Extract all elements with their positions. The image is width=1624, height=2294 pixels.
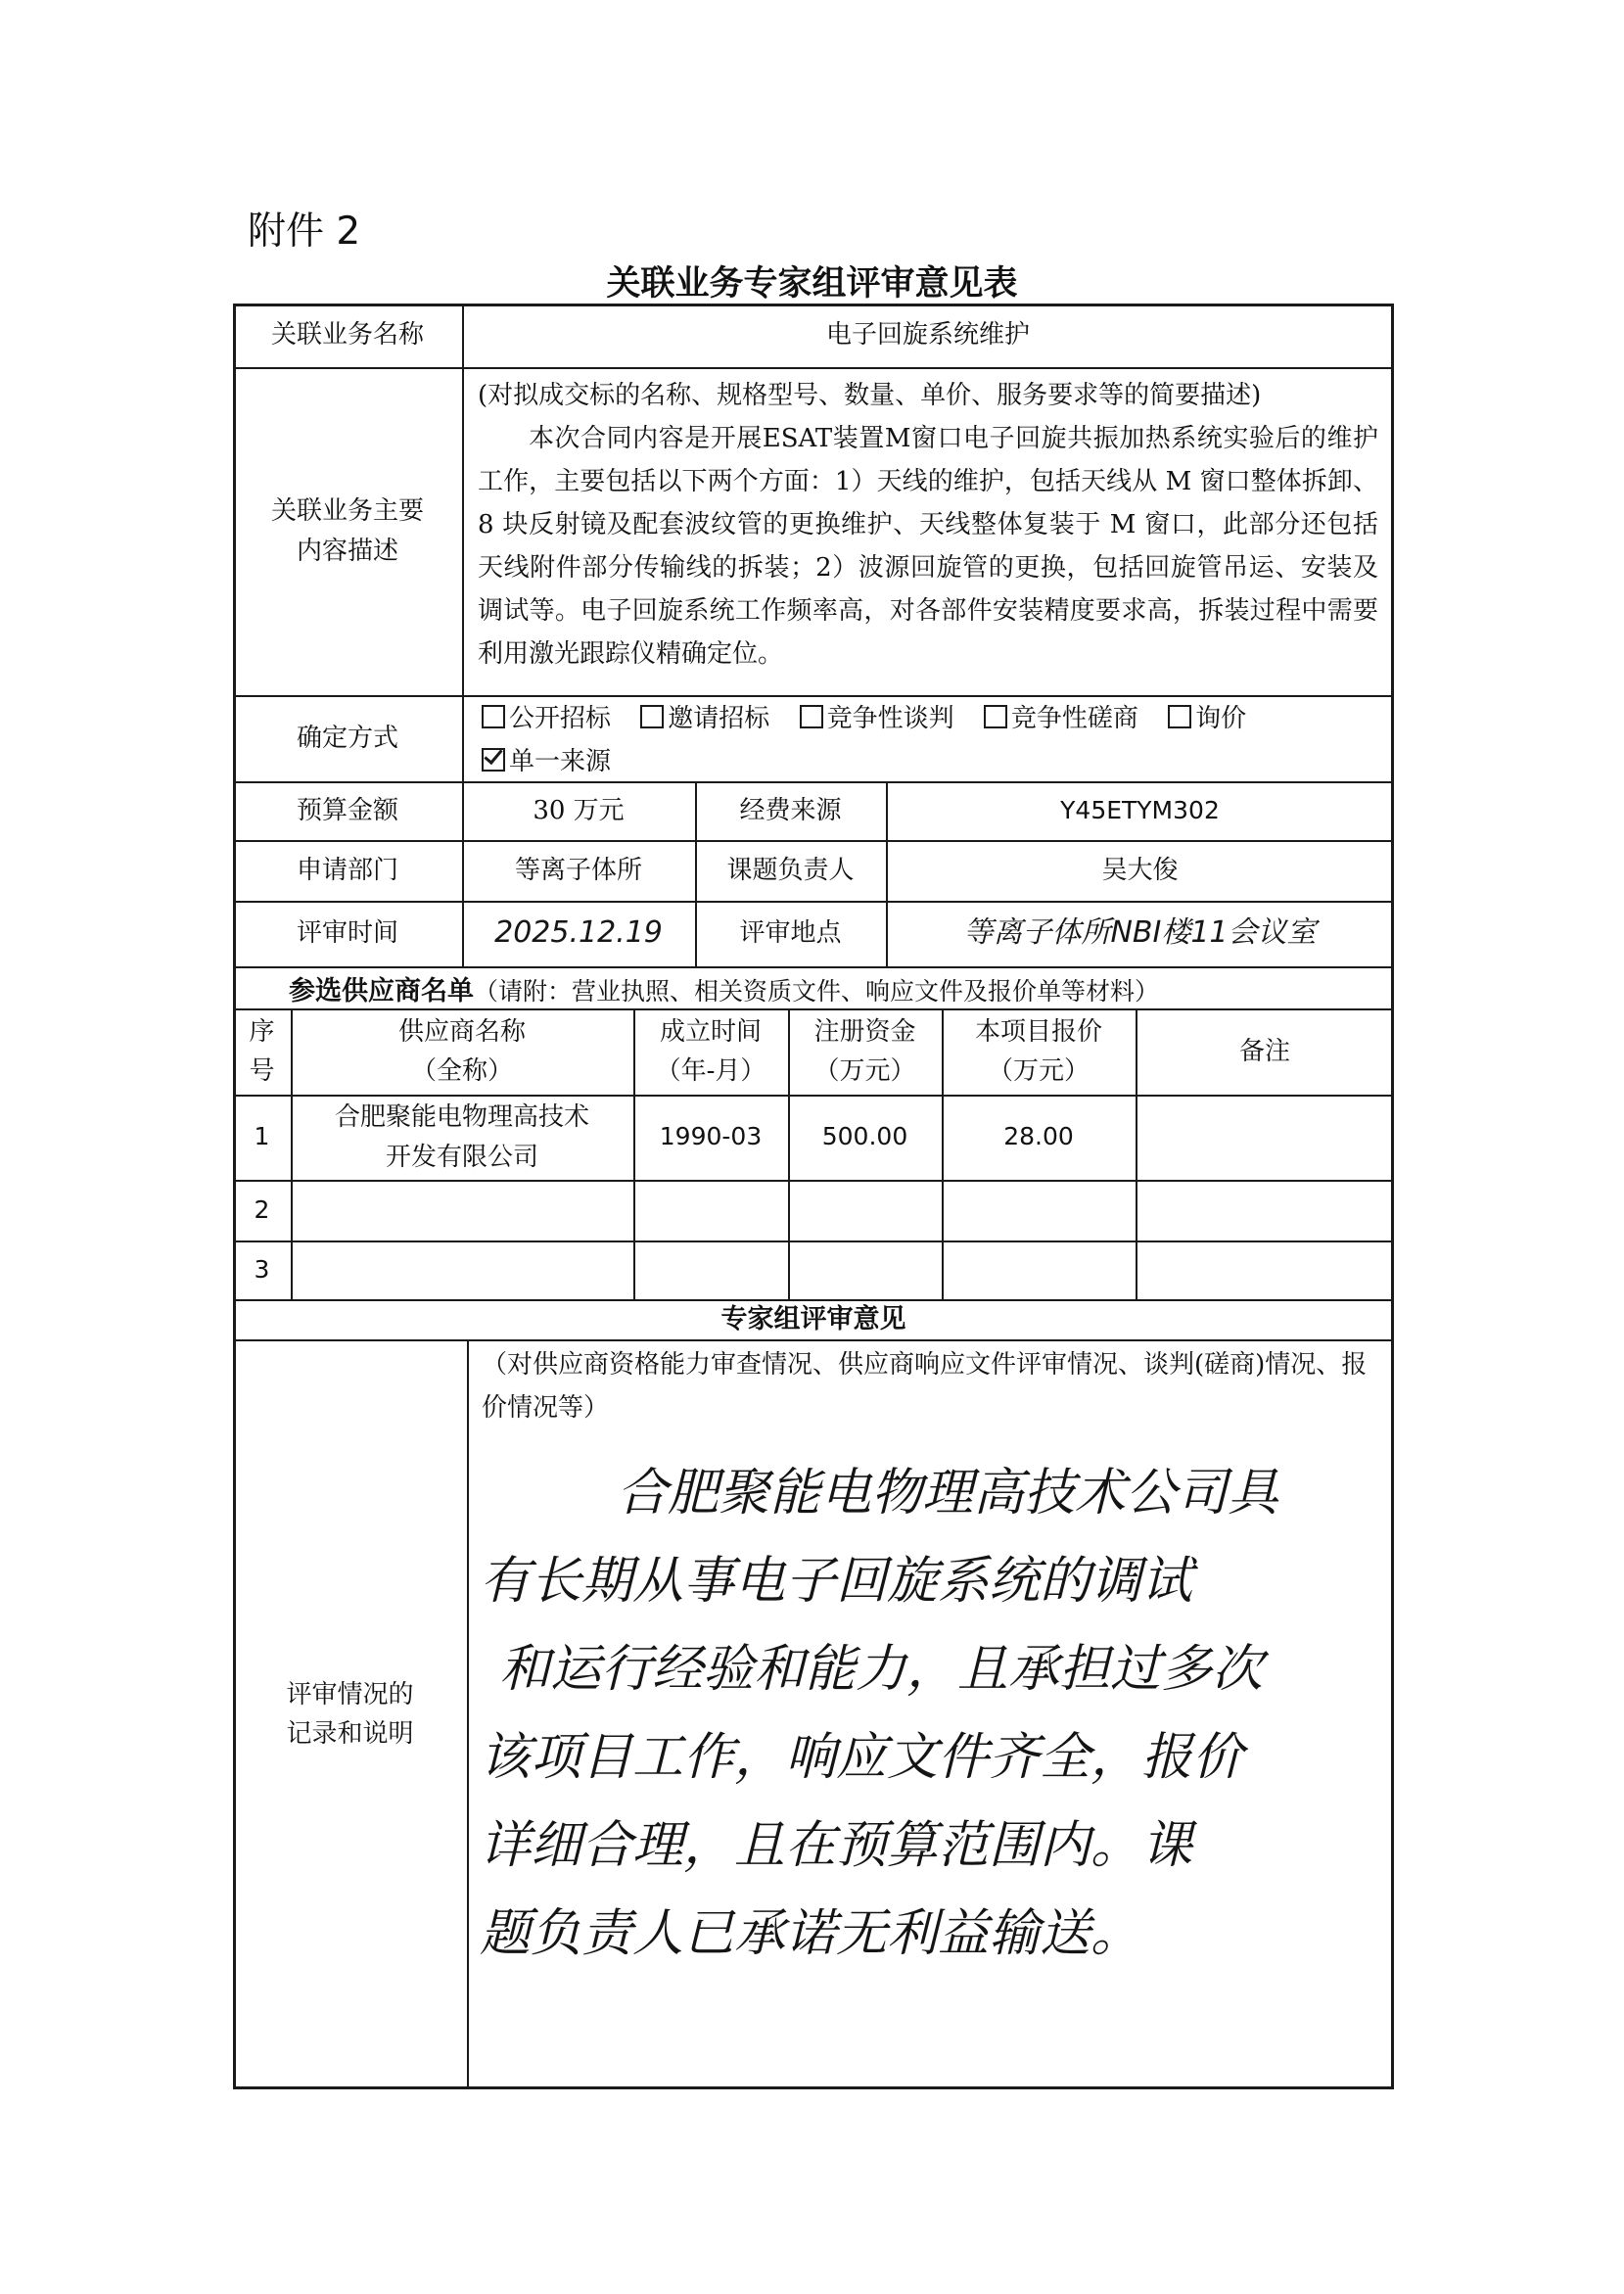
checkbox-icon[interactable] — [984, 705, 1007, 728]
col-header-quote: 本项目报价 （万元） — [974, 1016, 1102, 1086]
checkbox-icon[interactable] — [640, 705, 664, 728]
checkbox-icon[interactable] — [800, 705, 823, 728]
col-divider — [467, 1339, 469, 2089]
description-label-line2: 内容描述 — [296, 536, 398, 566]
supplier-remarks — [1136, 1095, 1394, 1180]
col-header-founded: 成立时间 （年-月） — [655, 1016, 766, 1086]
checkbox-icon[interactable] — [482, 705, 505, 728]
supplier-name — [291, 1241, 633, 1299]
method-option-competitive-consultation[interactable]: 竞争性磋商 — [984, 697, 1138, 740]
review-time-label: 评审时间 — [296, 918, 398, 949]
col-header-seq: 序 号 — [249, 1016, 275, 1086]
form-title: 关联业务专家组评审意见表 — [606, 264, 1018, 304]
fund-source-label: 经费来源 — [739, 795, 842, 825]
project-lead-label: 课题负责人 — [726, 855, 855, 885]
review-location-value: 等离子体所NBI楼11会议室 — [963, 915, 1317, 951]
handwritten-line: 该项目工作，响应文件齐全，报价 — [480, 1728, 1244, 1787]
supplier-quote: 28.00 — [1003, 1122, 1074, 1151]
handwritten-line: 题负责人已承诺无利益输送。 — [480, 1904, 1142, 1963]
handwritten-line: 详细合理，且在预算范围内。课 — [480, 1816, 1193, 1875]
description-label-line1: 关联业务主要 — [270, 496, 424, 527]
supplier-name: 合肥聚能电物理高技术 开发有限公司 — [334, 1102, 589, 1172]
department-value: 等离子体所 — [514, 855, 642, 885]
description-label — [233, 367, 462, 695]
checkbox-icon[interactable] — [1168, 705, 1191, 728]
method-options — [482, 697, 1372, 783]
expert-opinion-title: 专家组评审意见 — [720, 1303, 906, 1334]
checked-checkbox-icon[interactable] — [482, 748, 505, 772]
expert-opinion-prompt: （对供应商资格能力审查情况、供应商响应文件评审情况、谈判(磋商)情况、报价情况等） — [482, 1350, 1368, 1423]
handwritten-line: 合肥聚能电物理高技术公司具 — [617, 1464, 1279, 1522]
description-content — [478, 374, 1378, 676]
supplier-name — [291, 1180, 633, 1241]
review-time-value: 2025.12.19 — [494, 915, 663, 951]
fund-source-value: Y45ETYM302 — [1060, 795, 1220, 824]
row-divider — [233, 966, 1394, 968]
review-location-label: 评审地点 — [739, 918, 842, 949]
method-option-public-tender[interactable]: 公开招标 — [482, 697, 611, 740]
budget-label: 预算金额 — [296, 795, 398, 825]
description-hint: (对拟成交标的名称、规格型号、数量、单价、服务要求等的简要描述) — [478, 381, 1262, 410]
col-header-capital: 注册资金 （万元） — [813, 1016, 916, 1086]
handwritten-line: 和运行经验和能力，且承担过多次 — [499, 1640, 1264, 1699]
supplier-seq: 2 — [254, 1194, 270, 1224]
method-option-single-source[interactable]: 单一来源 — [482, 740, 611, 783]
suppliers-title: 参选供应商名单 — [289, 976, 474, 1007]
expert-opinion-label: 评审情况的 记录和说明 — [286, 1679, 414, 1749]
handwritten-line: 有长期从事电子回旋系统的调试 — [480, 1552, 1193, 1611]
method-option-invited-tender[interactable]: 邀请招标 — [640, 697, 769, 740]
method-label: 确定方式 — [296, 723, 398, 753]
department-label: 申请部门 — [296, 855, 398, 885]
business-name-label: 关联业务名称 — [270, 320, 424, 351]
business-name-value: 电子回旋系统维护 — [825, 320, 1030, 351]
budget-value: 30 万元 — [533, 795, 625, 825]
col-header-supplier-name: 供应商名称 （全称） — [397, 1016, 526, 1086]
supplier-seq: 3 — [254, 1254, 270, 1284]
method-option-inquiry[interactable]: 询价 — [1168, 697, 1246, 740]
attachment-label: 附件 2 — [248, 210, 361, 254]
suppliers-header — [289, 969, 1159, 1007]
method-option-competitive-negotiation[interactable]: 竞争性谈判 — [800, 697, 954, 740]
supplier-founded: 1990-03 — [659, 1122, 763, 1151]
supplier-seq: 1 — [254, 1122, 270, 1151]
description-body: 本次合同内容是开展ESAT装置M窗口电子回旋共振加热系统实验后的维护工作，主要包括以下两个方面：1）天线的维护，包括天线从 M 窗口整体拆卸、8 块反射镜及配套波纹管的更换维护、天线整体复装于 M 窗口，此部分还包括天线附件部分传输线的拆装；2）波源回旋管的更换，包括回旋管吊运、安装及调试等。电子回旋系统工作频率高，对各部件安装精度要求高，拆装过程中需要利用激光跟踪仪精确定位。 — [478, 424, 1378, 669]
supplier-capital: 500.00 — [821, 1122, 908, 1151]
col-header-remarks: 备注 — [1238, 1036, 1290, 1066]
project-lead-value: 吴大俊 — [1101, 855, 1179, 885]
suppliers-note: （请附：营业执照、相关资质文件、响应文件及报价单等材料） — [474, 977, 1160, 1006]
handwritten-opinion — [480, 1449, 1395, 1978]
